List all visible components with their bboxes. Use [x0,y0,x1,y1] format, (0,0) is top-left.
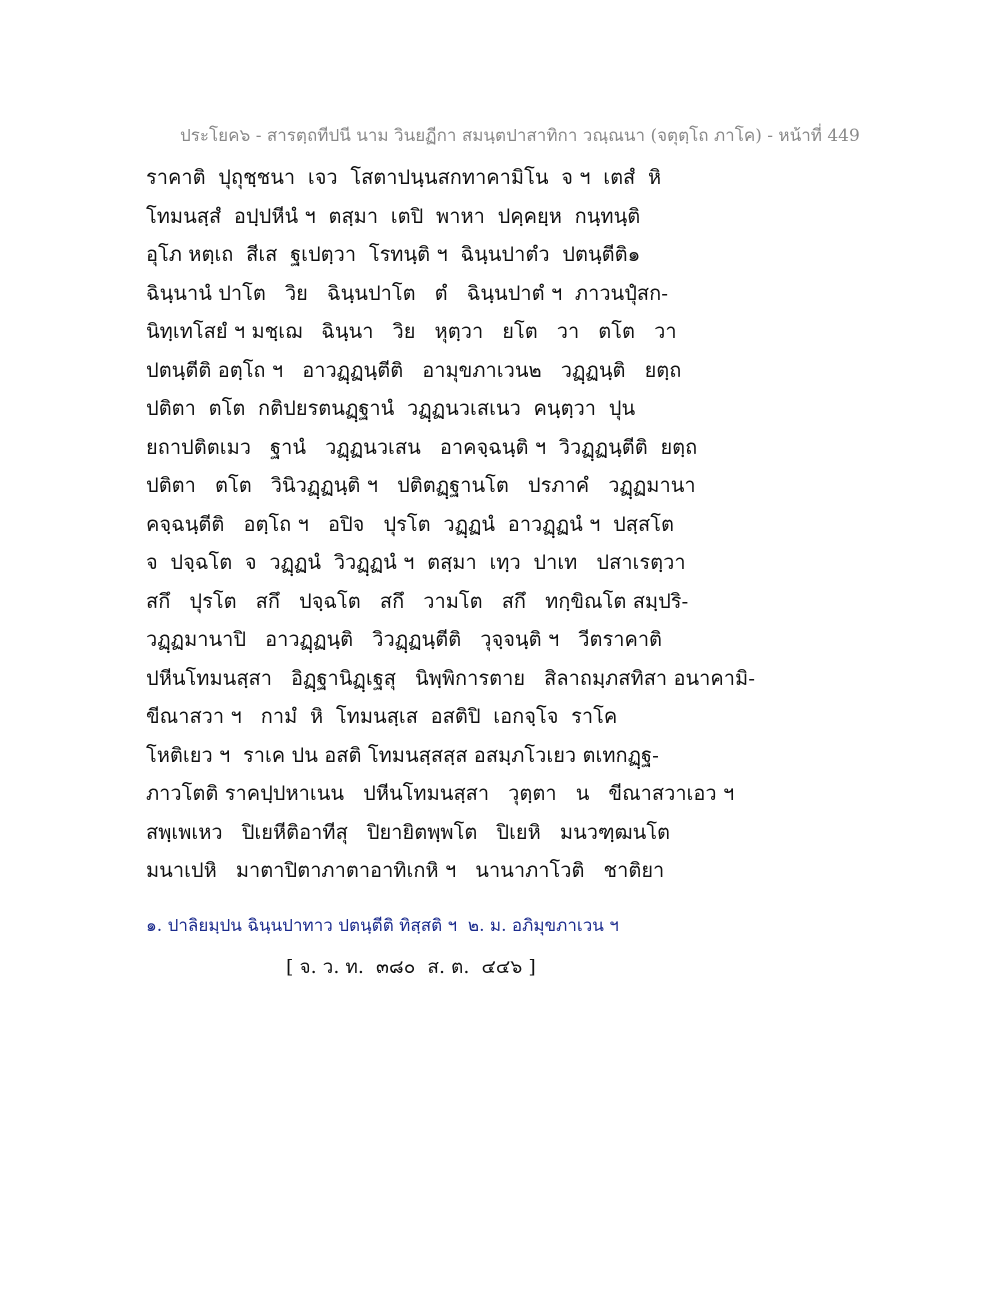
text-line: โหติเยว ฯ ราเค ปน อสติ โทมนสฺสสฺส อสมฺภโวเยว ตเทกฏฺฐ- [146,742,659,767]
text-line: ปหีนโทมนสฺสา อิฏฺฐานิฏฺเฐสุ นิพฺพิการตาย สิลาถมฺภสทิสา อนาคามิ- [146,665,755,690]
text-line: ปตนฺตีติ อตฺโถ ฯ อาวฏฺฏนฺตีติ อามุขภาเวน๒ วฏฺฏนฺติ ยตฺถ [146,357,682,382]
page-reference: [ จ. ว. ท. ๓๘๐ ส. ต. ๔๔๖ ] [286,956,536,978]
text-line: อุโภ หตฺเถ สีเส ฐเปตฺวา โรทนฺติ ฯ ฉินฺนปาตํว ปตนฺตีติ๑ [146,242,641,266]
text-line: วฏฺฏมานาปิ อาวฏฺฏนฺติ วิวฏฺฏนฺตีติ วุจฺจนฺติ ฯ วีตราคาติ [146,627,663,651]
body-text [146,158,846,890]
text-line: นิทฺเทโสยํ ฯ มชฺเฌ ฉินฺนา วิย หุตฺวา ยโต วา ตโต วา [146,319,677,343]
text-line: คจฺฉนฺตีติ อตฺโถ ฯ อปิจ ปุรโต วฏฺฏนํ อาวฏฺฏนํ ฯ ปสฺสโต [146,511,674,536]
text-line: ภาวโตติ ราคปฺปหาเนน ปหีนโทมนสฺสา วุตฺตา น ขีณาสวาเอว ฯ [146,781,735,805]
text-line: ขีณาสวา ฯ กามํ หิ โทมนสฺเส อสติปิ เอกจฺโจ ราโค [146,704,618,728]
text-line: ปติตา ตโต กติปยรตนฏฺฐานํ วฏฺฏนวเสเนว คนฺตฺวา ปุน [146,396,636,420]
text-line: สกึ ปุรโต สกึ ปจฺฉโต สกึ วามโต สกึ ทกฺขิณโต สมฺปริ- [146,588,689,613]
text-line: ยถาปติตเมว ฐานํ วฏฺฏนวเสน อาคจฺฉนฺติ ฯ วิวฏฺฏนฺตีติ ยตฺถ [146,434,698,459]
footnote: ๑. ปาลิยมฺปน ฉินฺนปาทาว ปตนฺตีติ ทิสฺสติ ฯ ๒. ม. อภิมุขภาเวน ฯ [146,916,619,936]
text-line: โทมนสฺสํ อปฺปหีนํ ฯ ตสฺมา เตปิ พาหา ปคฺคยฺห กนฺทนฺติ [146,203,641,228]
text-line: จ ปจฺฉโต จ วฏฺฏนํ วิวฏฺฏนํ ฯ ตสฺมา เทฺว ปาเท ปสาเรตฺวา [146,550,686,574]
text-line: ปติตา ตโต วินิวฏฺฏนฺติ ฯ ปติตฏฺฐานโต ปรภาคํ วฏฺฏมานา [146,473,696,497]
text-line: ฉินฺนานํ ปาโต วิย ฉินฺนปาโต ตํ ฉินฺนปาตํ ฯ ภาวนปุํสก- [146,280,669,305]
text-line: สพฺเพเหว ปิเยหีติอาทีสุ ปิยายิตพฺพโต ปิเยหิ มนวฑฺฒนโต [146,819,671,844]
text-line: มนาเปหิ มาตาปิตาภาตาอาทิเกหิ ฯ นานาภาโวติ ชาติยา [146,858,665,882]
page-header: ประโยค๖ - สารตฺถทีปนี นาม วินยฏีกา สมนฺตปาสาทิกา วณฺณนา (จตุตฺโถ ภาโค) - หน้าที่ 449 [180,126,860,146]
text-line: ราคาติ ปุถุชฺชนา เจว โสตาปนฺนสกทาคามิโน จ ฯ เตสํ หิ [146,165,662,189]
